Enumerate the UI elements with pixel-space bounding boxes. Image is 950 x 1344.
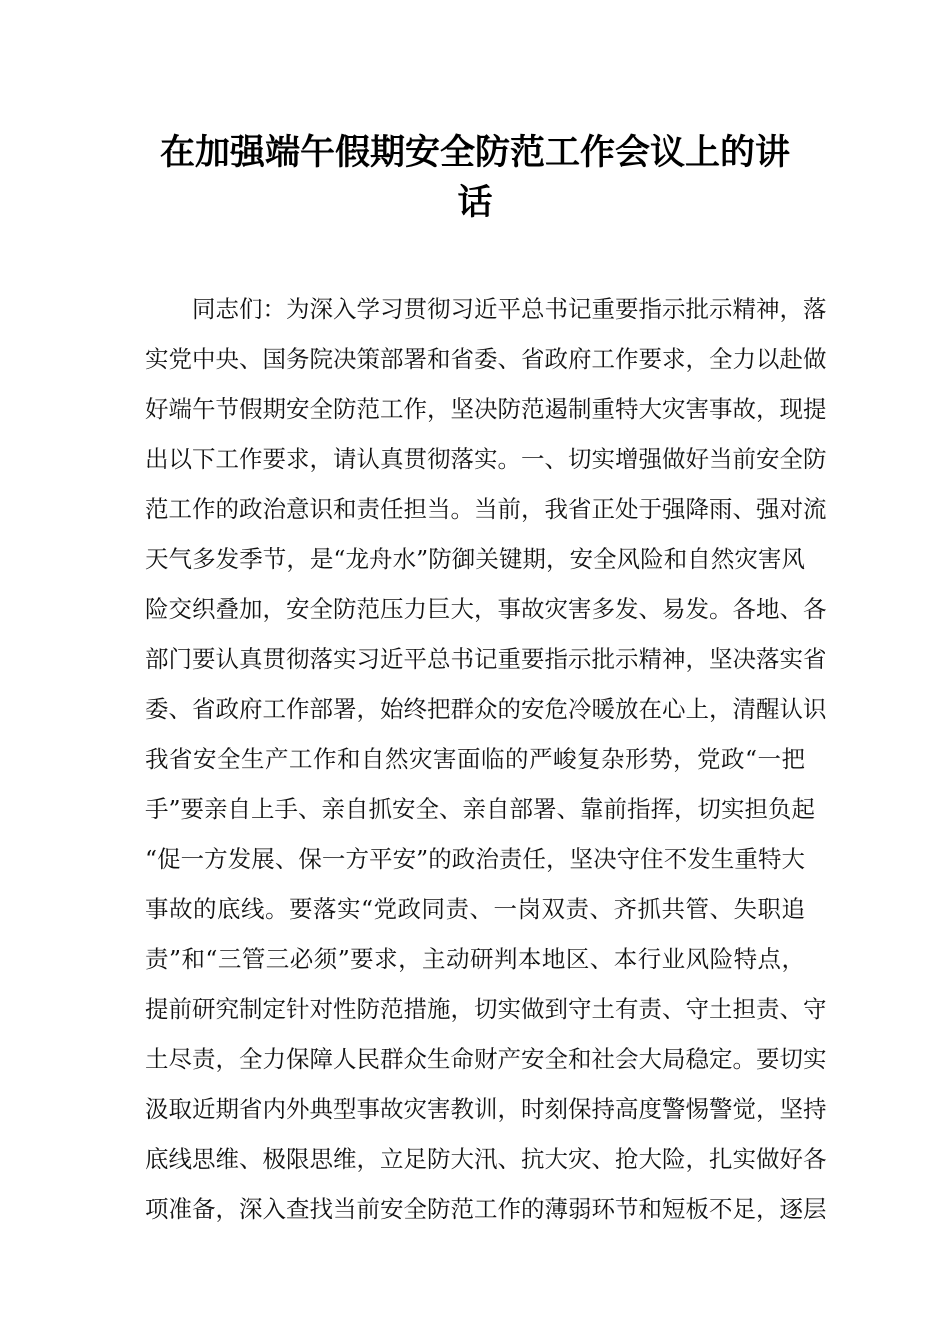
- body-line: 项准备，深入查找当前安全防范工作的薄弱环节和短板不足，逐层: [145, 1195, 827, 1223]
- body-line: 土尽责，全力保障人民群众生命财产安全和社会大局稳定。要切实: [145, 1045, 827, 1073]
- body-line: 险交织叠加，安全防范压力巨大，事故灾害多发、易发。各地、各: [145, 595, 827, 623]
- body-line: 提前研究制定针对性防范措施，切实做到守土有责、守土担责、守: [145, 995, 827, 1023]
- body-line: 部门要认真贯彻落实习近平总书记重要指示批示精神，坚决落实省: [145, 645, 827, 673]
- body-line: 好端午节假期安全防范工作，坚决防范遏制重特大灾害事故，现提: [145, 395, 827, 423]
- body-line: 汲取近期省内外典型事故灾害教训，时刻保持高度警惕警觉，坚持: [145, 1095, 827, 1123]
- body-line: 手”要亲自上手、亲自抓安全、亲自部署、靠前指挥，切实担负起: [145, 795, 816, 823]
- body-line: 我省安全生产工作和自然灾害面临的严峻复杂形势，党政“一把: [145, 745, 805, 773]
- body-line: “促一方发展、保一方平安”的政治责任，坚决守住不发生重特大: [145, 845, 805, 873]
- title-line-1: 在加强端午假期安全防范工作会议上的讲: [159, 133, 790, 173]
- document-title: [140, 128, 810, 228]
- body-line: 实党中央、国务院决策部署和省委、省政府工作要求，全力以赴做: [145, 345, 827, 373]
- body-line: 底线思维、极限思维，立足防大汛、抗大灾、抢大险，扎实做好各: [145, 1145, 827, 1173]
- body-line: 出以下工作要求，请认真贯彻落实。一、切实增强做好当前安全防: [145, 445, 827, 473]
- body-line: 事故的底线。要落实“党政同责、一岗双责、齐抓共管、失职追: [145, 895, 805, 923]
- body-line: 同志们：为深入学习贯彻习近平总书记重要指示批示精神，落: [192, 295, 827, 323]
- body-line: 责”和“三管三必须”要求，主动研判本地区、本行业风险特点，: [145, 945, 805, 973]
- body-line: 范工作的政治意识和责任担当。当前，我省正处于强降雨、强对流: [145, 495, 827, 523]
- body-line: 天气多发季节，是“龙舟水”防御关键期，安全风险和自然灾害风: [145, 545, 805, 573]
- speech-body: [145, 284, 827, 1234]
- body-line: 委、省政府工作部署，始终把群众的安危冷暖放在心上，清醒认识: [145, 695, 827, 723]
- title-line-2: 话: [457, 183, 493, 223]
